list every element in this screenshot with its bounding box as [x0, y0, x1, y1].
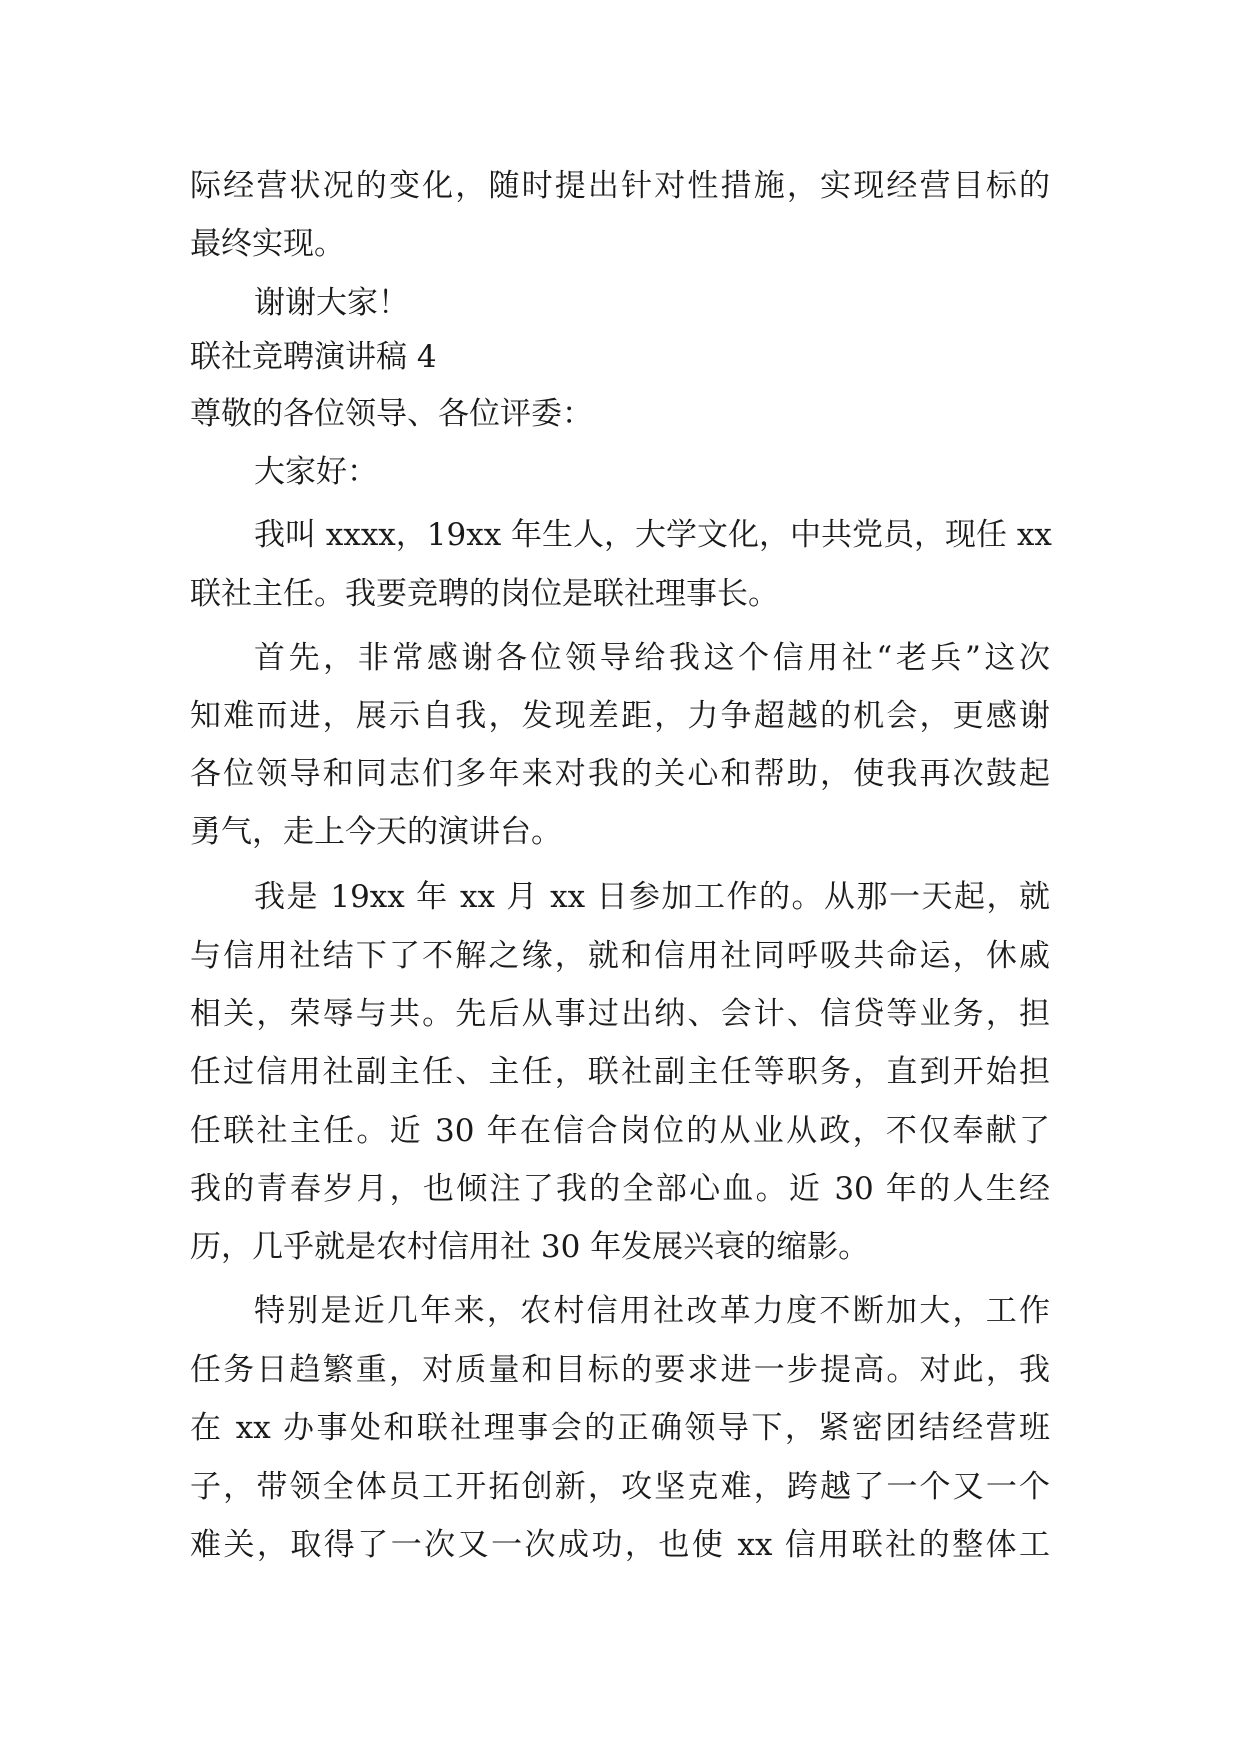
text-line: 我叫 xxxx，19xx 年生人，大学文化，中共党员，现任 xx	[254, 517, 1052, 553]
text-line: 联社主任。我要竞聘的岗位是联社理事长。	[190, 576, 779, 612]
text-line: 知难而进，展示自我，发现差距，力争超越的机会，更感谢	[190, 698, 1050, 734]
greeting: 大家好：	[254, 454, 378, 490]
salutation: 尊敬的各位领导、各位评委：	[190, 396, 593, 432]
text-line: 相关，荣辱与共。先后从事过出纳、会计、信贷等业务，担	[190, 996, 1050, 1032]
text-line: 谢谢大家！	[254, 285, 409, 321]
text-line: 首先，非常感谢各位领导给我这个信用社“老兵”这次	[254, 640, 1050, 676]
text-line: 最终实现。	[190, 226, 345, 262]
text-line: 在 xx 办事处和联社理事会的正确领导下，紧密团结经营班	[190, 1410, 1050, 1446]
section-title: 联社竞聘演讲稿 4	[190, 339, 437, 375]
text-line: 任联社主任。近 30 年在信合岗位的从业从政，不仅奉献了	[190, 1113, 1050, 1149]
text-line: 特别是近几年来，农村信用社改革力度不断加大，工作	[254, 1293, 1050, 1329]
text-line: 历，几乎就是农村信用社 30 年发展兴衰的缩影。	[190, 1229, 870, 1265]
text-line: 与信用社结下了不解之缘，就和信用社同呼吸共命运，休戚	[190, 938, 1050, 974]
text-line: 各位领导和同志们多年来对我的关心和帮助，使我再次鼓起	[190, 756, 1050, 792]
text-line: 我是 19xx 年 xx 月 xx 日参加工作的。从那一天起，就	[254, 879, 1050, 915]
text-line: 我的青春岁月，也倾注了我的全部心血。近 30 年的人生经	[190, 1171, 1050, 1207]
text-line: 际经营状况的变化，随时提出针对性措施，实现经营目标的	[190, 168, 1050, 204]
text-line: 任过信用社副主任、主任，联社副主任等职务，直到开始担	[190, 1054, 1050, 1090]
text-line: 难关，取得了一次又一次成功，也使 xx 信用联社的整体工	[190, 1527, 1050, 1563]
text-line: 勇气，走上今天的演讲台。	[190, 814, 562, 850]
text-line: 任务日趋繁重，对质量和目标的要求进一步提高。对此，我	[190, 1352, 1050, 1388]
text-line: 子，带领全体员工开拓创新，攻坚克难，跨越了一个又一个	[190, 1469, 1050, 1505]
